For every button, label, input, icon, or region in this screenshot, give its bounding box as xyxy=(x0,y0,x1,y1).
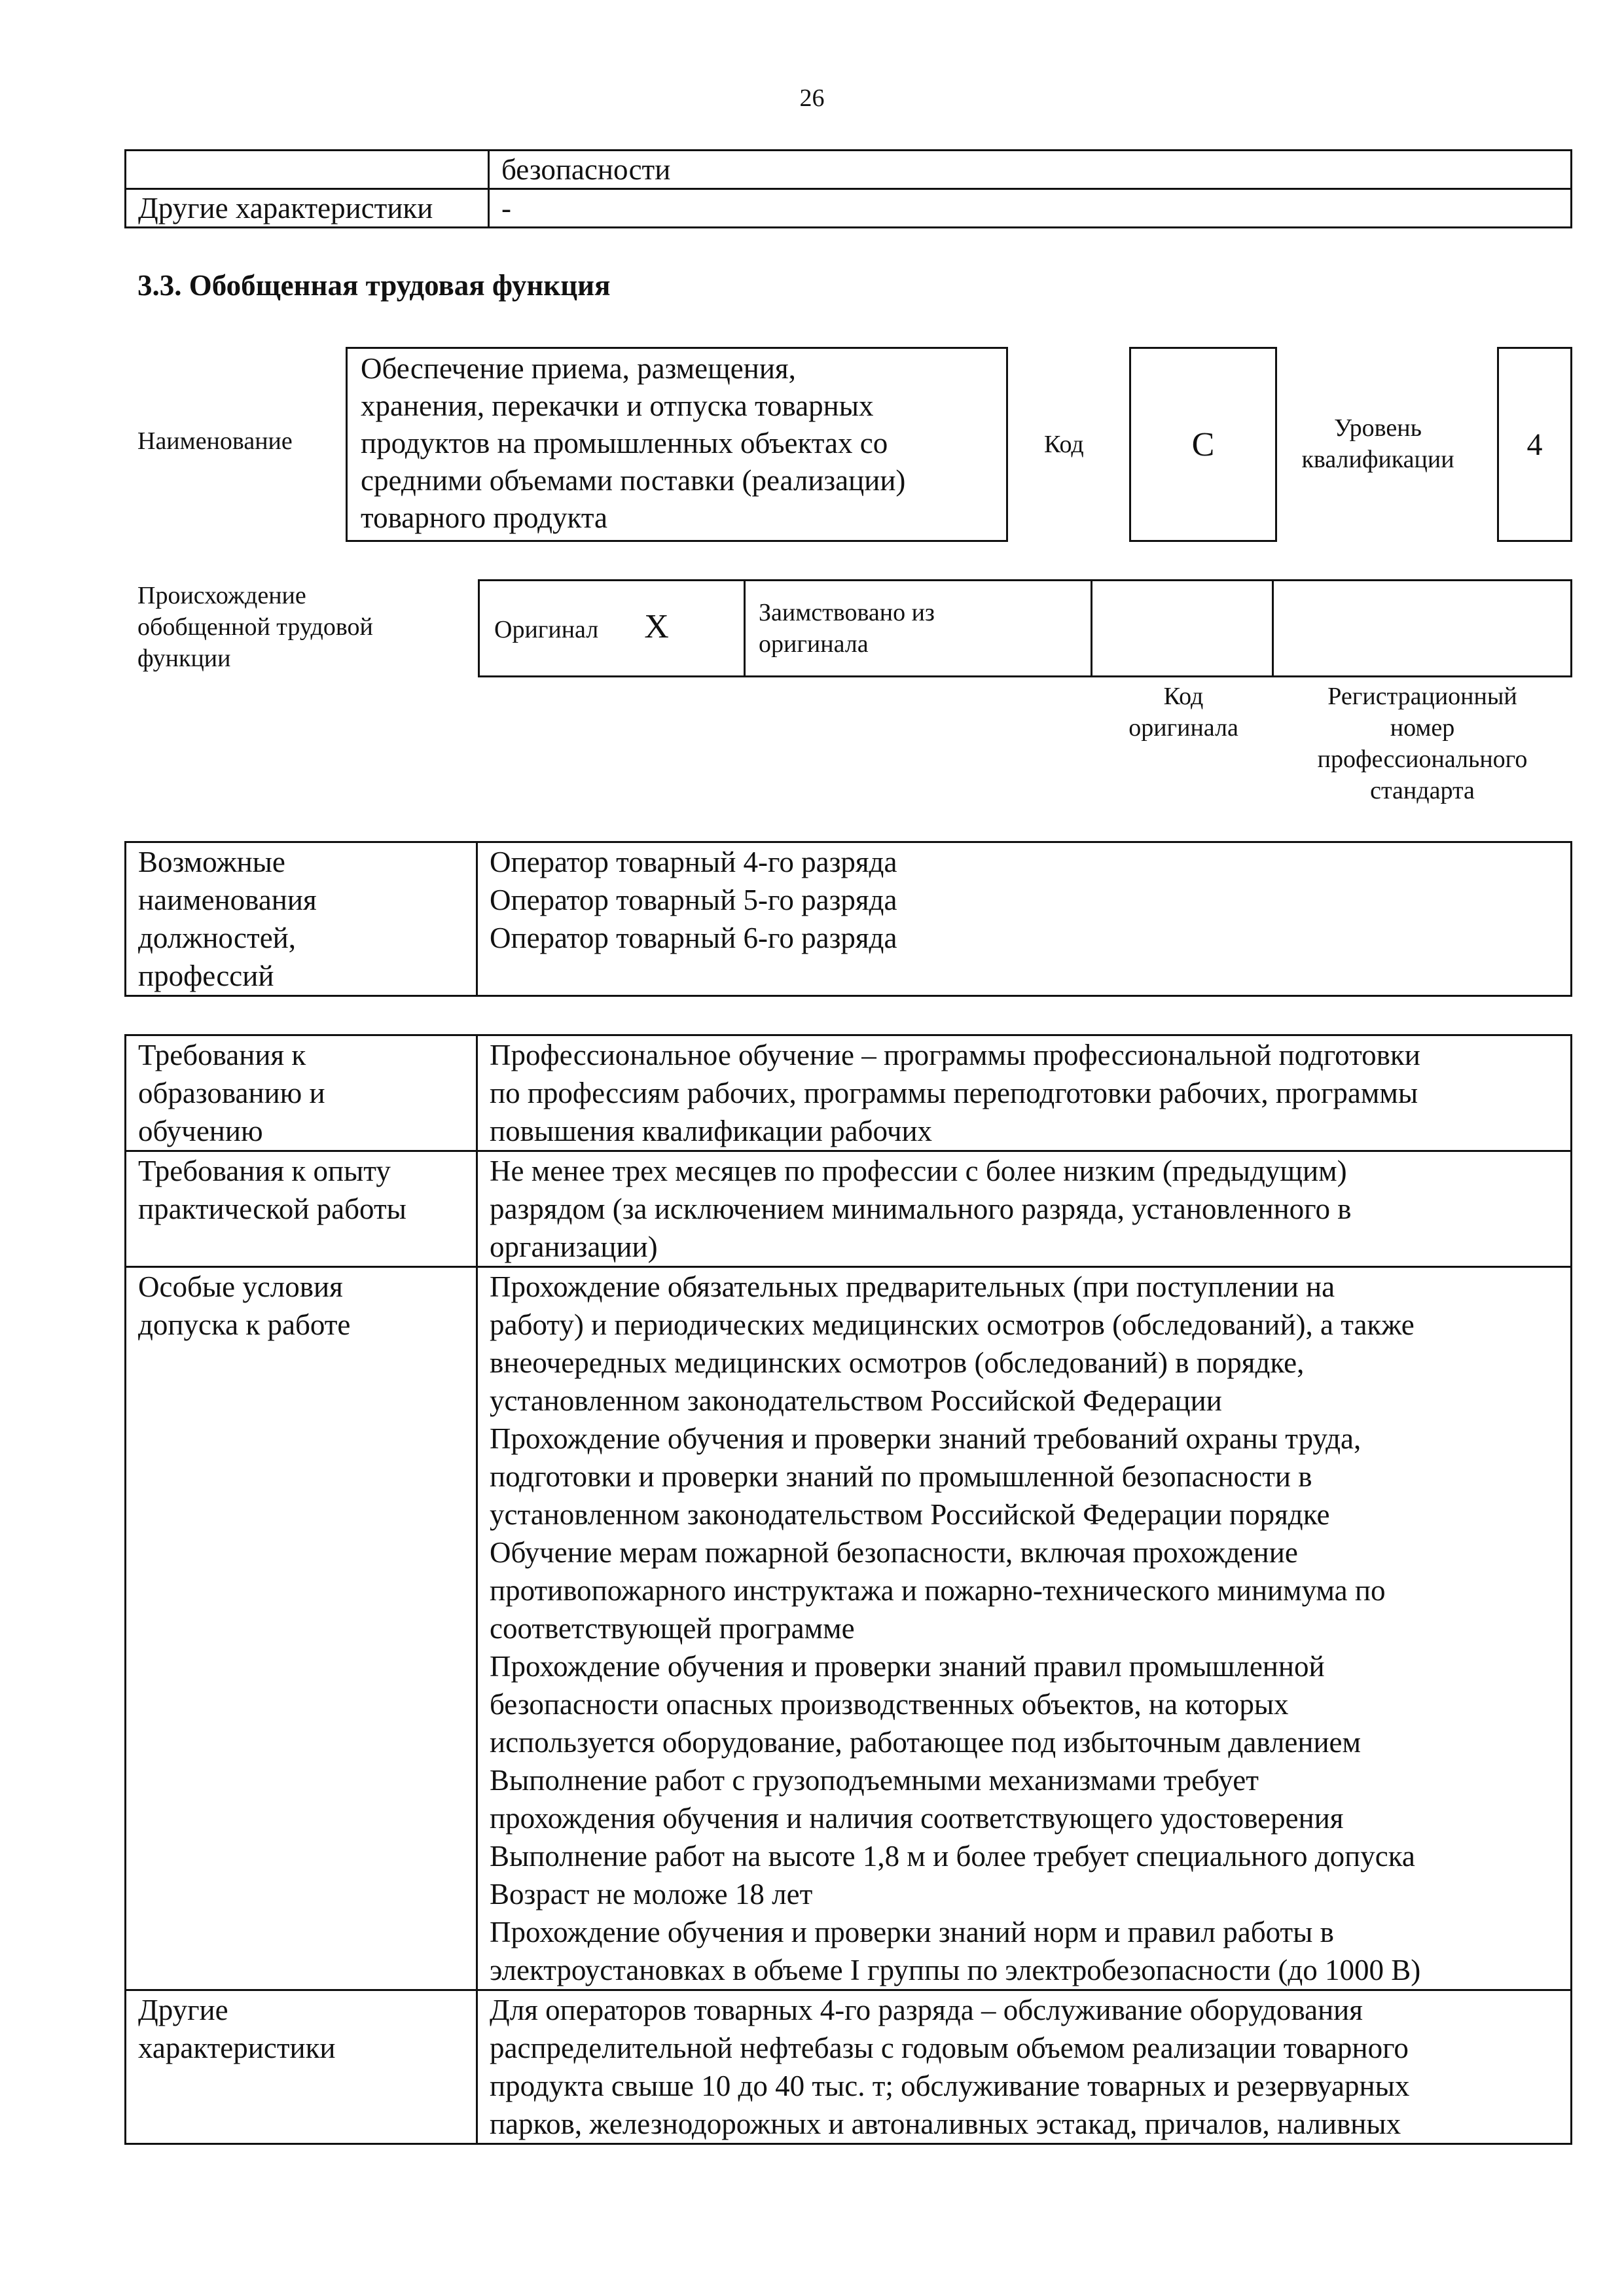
previous-section-table xyxy=(124,149,1572,228)
requirement-text-line: подготовки и проверки знаний по промышленной безопасности в xyxy=(490,1460,1312,1493)
positions-value-cell xyxy=(477,842,1572,996)
registration-number-caption-line: стандарта xyxy=(1370,777,1475,804)
requirement-text-line: безопасности опасных производственных объектов, на которых xyxy=(490,1688,1289,1721)
code-value: C xyxy=(1191,425,1215,463)
original-code-caption-line: оригинала xyxy=(1128,714,1238,742)
requirement-text-line: электроустановках в объеме I группы по электробезопасности (до 1000 В) xyxy=(490,1954,1421,1986)
qualification-level-box xyxy=(1497,347,1572,542)
requirement-text-line: установленном законодательством Российской Федерации порядке xyxy=(490,1498,1330,1531)
function-name-line: Обеспечение приема, размещения, xyxy=(361,352,796,385)
original-label: Оригинал xyxy=(494,616,599,643)
requirement-text-line: Для операторов товарных 4-го разряда – обслуживание оборудования xyxy=(490,1994,1363,2026)
special-conditions-label-cell xyxy=(126,1267,477,1990)
requirement-text-line: продукта свыше 10 до 40 тыс. т; обслуживание товарных и резервуарных xyxy=(490,2070,1410,2102)
requirement-text-line: используется оборудование, работающее под избыточным давлением xyxy=(490,1726,1361,1759)
registration-number-caption-line: профессионального xyxy=(1317,745,1528,773)
qualification-level-label xyxy=(1290,412,1466,475)
requirement-text-line: парков, железнодорожных и автоналивных эстакад, причалов, наливных xyxy=(490,2108,1401,2140)
original-code-caption-line: Код xyxy=(1163,683,1204,710)
section-title: 3.3. Обобщенная трудовая функция xyxy=(137,269,611,302)
requirement-text-line: соответствующей программе xyxy=(490,1612,855,1645)
requirement-text-line: Возраст не моложе 18 лет xyxy=(490,1878,813,1910)
position-item: Оператор товарный 6-го разряда xyxy=(490,922,897,954)
original-code-cell xyxy=(1092,581,1273,677)
original-code-caption xyxy=(1094,681,1272,744)
position-item: Оператор товарный 4-го разряда xyxy=(490,846,897,878)
positions-label-line: наименования xyxy=(138,884,317,916)
requirement-text-line: Профессиональное обучение – программы профессиональной подготовки xyxy=(490,1039,1420,1071)
table-row xyxy=(126,189,1572,228)
experience-text-cell xyxy=(477,1151,1572,1267)
origin-label-line: Происхождение xyxy=(137,582,306,609)
origin-label-line: функции xyxy=(137,645,231,672)
requirement-label-line: Другие xyxy=(138,1994,228,2026)
requirements-table xyxy=(124,1034,1572,2145)
positions-label-line: Возможные xyxy=(138,846,285,878)
function-name-line: средними объемами поставки (реализации) xyxy=(361,464,906,497)
requirement-text-line: распределительной нефтебазы с годовым объемом реализации товарного xyxy=(490,2032,1409,2064)
registration-number-caption xyxy=(1272,681,1572,806)
requirement-label-line: допуска к работе xyxy=(138,1308,351,1341)
table-row xyxy=(126,1035,1572,1151)
qualification-level-value: 4 xyxy=(1526,427,1543,462)
registration-number-caption-line: номер xyxy=(1390,714,1455,742)
other-characteristics-text-cell xyxy=(477,1990,1572,2144)
origin-label-line: обобщенной трудовой xyxy=(137,613,373,641)
requirement-label-line: обучению xyxy=(138,1115,263,1147)
requirement-label-line: Требования к xyxy=(138,1039,306,1071)
positions-label-line: профессий xyxy=(138,960,274,992)
table-cell-label xyxy=(126,151,489,189)
table-row xyxy=(126,151,1572,189)
positions-table xyxy=(124,841,1572,997)
borrowed-cell xyxy=(745,581,1092,677)
qualification-level-label-line: квалификации xyxy=(1301,446,1454,473)
function-name-line: хранения, перекачки и отпуска товарных xyxy=(361,389,874,422)
requirement-text-line: внеочередных медицинских осмотров (обследований) в порядке, xyxy=(490,1346,1305,1379)
special-conditions-text-cell xyxy=(477,1267,1572,1990)
table-row xyxy=(126,842,1572,996)
requirement-text-line: Обучение мерам пожарной безопасности, включая прохождение xyxy=(490,1536,1298,1569)
origin-label xyxy=(137,580,373,674)
origin-table xyxy=(478,579,1572,677)
position-item: Оператор товарный 5-го разряда xyxy=(490,884,897,916)
requirement-label-line: практической работы xyxy=(138,1193,406,1225)
requirement-text-line: разрядом (за исключением минимального разряда, установленного в xyxy=(490,1193,1352,1225)
requirement-label-line: Требования к опыту xyxy=(138,1155,391,1187)
original-mark: X xyxy=(644,608,669,645)
function-name-line: товарного продукта xyxy=(361,501,608,534)
requirement-label-line: образованию и xyxy=(138,1077,325,1109)
education-text-cell xyxy=(477,1035,1572,1151)
table-cell-value: - xyxy=(489,189,1572,228)
positions-label-cell xyxy=(126,842,477,996)
code-value-box xyxy=(1129,347,1277,542)
table-row xyxy=(479,581,1572,677)
function-name-box xyxy=(346,347,1008,542)
table-row xyxy=(126,1267,1572,1990)
requirement-text-line: Прохождение обучения и проверки знаний правил промышленной xyxy=(490,1650,1325,1683)
table-cell-value: безопасности xyxy=(489,151,1572,189)
code-label: Код xyxy=(1044,431,1084,458)
function-name-line: продуктов на промышленных объектах со xyxy=(361,427,888,459)
requirement-text-line: прохождения обучения и наличия соответствующего удостоверения xyxy=(490,1802,1344,1835)
requirement-text-line: повышения квалификации рабочих xyxy=(490,1115,933,1147)
name-label: Наименование xyxy=(137,427,293,455)
experience-label-cell xyxy=(126,1151,477,1267)
registration-number-cell xyxy=(1273,581,1572,677)
requirement-text-line: Не менее трех месяцев по профессии с более низким (предыдущим) xyxy=(490,1155,1347,1187)
table-cell-label: Другие характеристики xyxy=(126,189,489,228)
requirement-text-line: Прохождение обязательных предварительных (при поступлении на xyxy=(490,1270,1335,1303)
requirement-text-line: Прохождение обучения и проверки знаний требований охраны труда, xyxy=(490,1422,1362,1455)
qualification-level-label-line: Уровень xyxy=(1334,414,1422,442)
table-row xyxy=(126,1151,1572,1267)
requirement-text-line: Прохождение обучения и проверки знаний норм и правил работы в xyxy=(490,1916,1334,1948)
other-characteristics-label-cell xyxy=(126,1990,477,2144)
requirement-label-line: характеристики xyxy=(138,2032,336,2064)
requirement-text-line: организации) xyxy=(490,1230,658,1263)
requirement-text-line: установленном законодательством Российской Федерации xyxy=(490,1384,1222,1417)
requirement-text-line: Выполнение работ на высоте 1,8 м и более требует специального допуска xyxy=(490,1840,1415,1873)
requirement-text-line: Выполнение работ с грузоподъемными механизмами требует xyxy=(490,1764,1259,1797)
requirement-label-line: Особые условия xyxy=(138,1270,343,1303)
original-cell xyxy=(479,581,745,677)
page-number: 26 xyxy=(799,84,825,112)
education-label-cell xyxy=(126,1035,477,1151)
requirement-text-line: работу) и периодических медицинских осмотров (обследований), а также xyxy=(490,1308,1415,1341)
borrowed-label-line: Заимствовано из xyxy=(759,599,935,626)
table-row xyxy=(126,1990,1572,2144)
requirement-text-line: по профессиям рабочих, программы переподготовки рабочих, программы xyxy=(490,1077,1418,1109)
registration-number-caption-line: Регистрационный xyxy=(1327,683,1517,710)
borrowed-label-line: оригинала xyxy=(759,630,869,658)
positions-label-line: должностей, xyxy=(138,922,296,954)
requirement-text-line: противопожарного инструктажа и пожарно-технического минимума по xyxy=(490,1574,1386,1607)
